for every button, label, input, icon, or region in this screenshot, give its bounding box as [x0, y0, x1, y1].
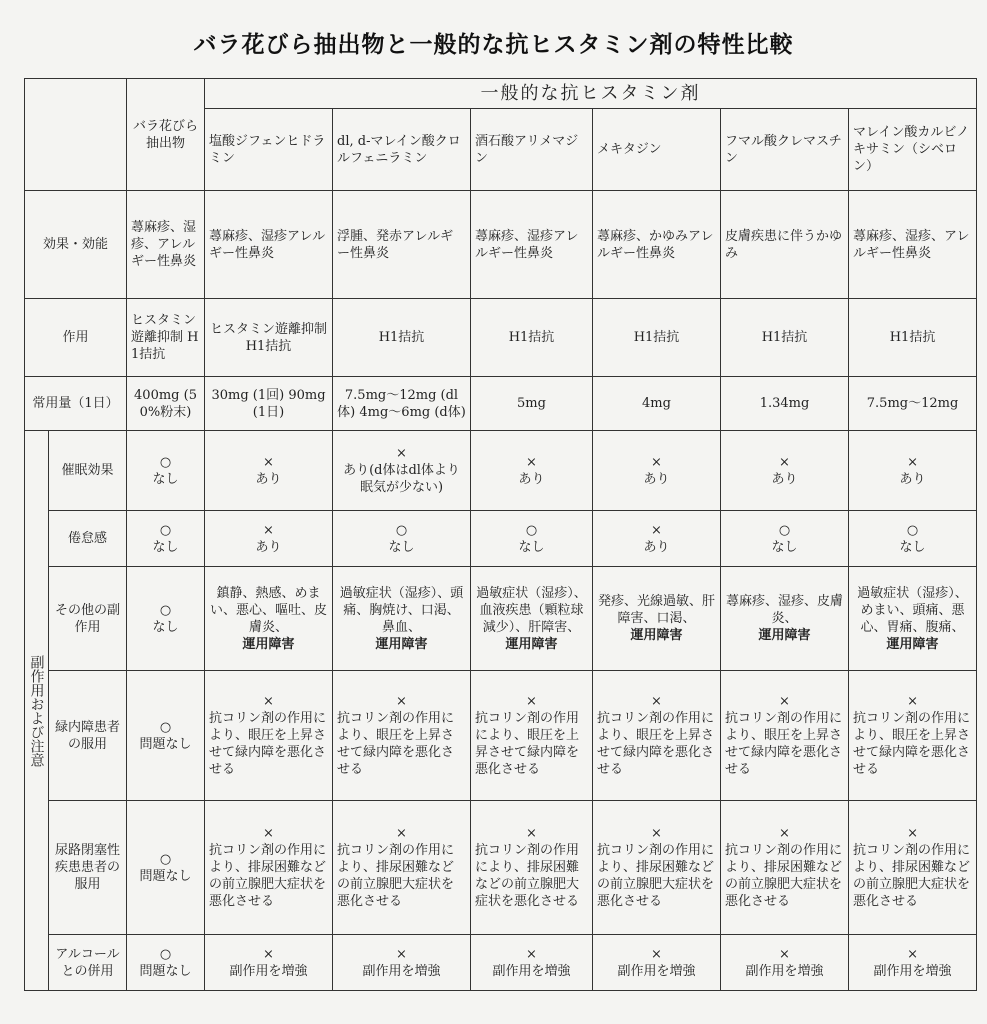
cell-urinary: [849, 801, 977, 935]
header-drug: メキタジン: [593, 109, 721, 191]
cross-mark: ×: [526, 694, 537, 709]
row-label-urinary: 尿路閉塞性疾患患者の服用: [49, 801, 127, 935]
cell-fatigue: [593, 511, 721, 567]
cell-fatigue: [333, 511, 471, 567]
cell-fatigue: [471, 511, 593, 567]
cell-dose: 30mg (1回) 90mg (1日): [205, 377, 333, 431]
cell-efficacy: 蕁麻疹、湿疹アレルギー性鼻炎: [471, 191, 593, 299]
row-label-other: その他の副作用: [49, 567, 127, 671]
cell-text: なし: [152, 539, 179, 555]
row-label-fatigue: 倦怠感: [49, 511, 127, 567]
cross-mark: ×: [526, 826, 537, 841]
cell-text: なし: [771, 539, 798, 555]
cell-fatigue: [849, 511, 977, 567]
result-mark: ×: [263, 522, 274, 538]
row-label-alcohol: アルコールとの併用: [49, 935, 127, 991]
cell-text: なし: [518, 539, 545, 555]
cell-rose-glaucoma: [127, 671, 205, 801]
cell-sleep: [593, 431, 721, 511]
cell-sleep: [333, 431, 471, 511]
header-group-label: 一般的な抗ヒスタミン剤: [205, 79, 977, 109]
cell-alcohol: [721, 935, 849, 991]
header-drug: マレイン酸カルビノキサミン（シベロン）: [849, 109, 977, 191]
cell-suffix: 運用障害: [630, 628, 683, 643]
cell-suffix: 運用障害: [375, 636, 428, 652]
comparison-table: [24, 78, 977, 991]
cell-action: H1拮抗: [849, 299, 977, 377]
cell-efficacy: 浮腫、発赤アレルギー性鼻炎: [333, 191, 471, 299]
cell-other: [721, 567, 849, 671]
cell-urinary: [471, 801, 593, 935]
cell-text: 問題なし: [139, 736, 192, 752]
cell-sleep: [471, 431, 593, 511]
cross-mark: ×: [907, 454, 918, 470]
cell-efficacy: 皮膚疾患に伴うかゆみ: [721, 191, 849, 299]
cell-urinary: [333, 801, 471, 935]
cross-mark: ×: [651, 826, 662, 841]
cell-dose: 5mg: [471, 377, 593, 431]
result-mark: ○: [778, 522, 791, 538]
cell-text: 副作用を増強: [617, 963, 696, 979]
header-drug: dl, d-マレイン酸クロルフェニラミン: [333, 109, 471, 191]
cell-text: 副作用を増強: [492, 963, 571, 979]
cell-action: ヒスタミン遊離抑制 H1拮抗: [205, 299, 333, 377]
cell-efficacy: 蕁麻疹、湿疹アレルギー性鼻炎: [205, 191, 333, 299]
cross-mark: ×: [396, 694, 407, 709]
cell-text: 抗コリン剤の作用により、眼圧を上昇させて緑内障を悪化させる: [209, 711, 327, 777]
cell-dose: 7.5mg～12mg: [849, 377, 977, 431]
cross-mark: ×: [651, 454, 662, 470]
circle-mark: ○: [159, 851, 172, 867]
cell-text: なし: [899, 539, 926, 555]
header-drug: 塩酸ジフェンヒドラミン: [205, 109, 333, 191]
header-drug: フマル酸クレマスチン: [721, 109, 849, 191]
cell-text: あり: [771, 471, 798, 487]
result-mark: ○: [395, 522, 408, 538]
cell-dose: 1.34mg: [721, 377, 849, 431]
cell-text: あり: [518, 471, 545, 487]
cell-text: 抗コリン剤の作用により、眼圧を上昇させて緑内障を悪化させる: [597, 711, 715, 777]
cell-glaucoma: [593, 671, 721, 801]
cell-other: [333, 567, 471, 671]
cell-action: H1拮抗: [593, 299, 721, 377]
cross-mark: ×: [526, 454, 537, 470]
result-mark: ○: [525, 522, 538, 538]
cell-text: 抗コリン剤の作用により、排尿困難などの前立腺肥大症状を悪化させる: [597, 843, 715, 909]
cell-urinary: [593, 801, 721, 935]
cell-alcohol: [205, 935, 333, 991]
cell-glaucoma: [205, 671, 333, 801]
row-label-dose: 常用量（1日）: [25, 377, 127, 431]
cell-glaucoma: [333, 671, 471, 801]
page-title: バラ花びら抽出物と一般的な抗ヒスタミン剤の特性比較: [193, 31, 794, 58]
circle-mark: ○: [159, 454, 172, 470]
cross-mark: ×: [779, 694, 790, 709]
side-label: 副作用および注意: [25, 431, 49, 991]
cell-rose-alcohol: [127, 935, 205, 991]
cell-text: なし: [388, 539, 415, 555]
cross-mark: ×: [651, 946, 662, 962]
cell-suffix: 運用障害: [505, 636, 558, 652]
cell-text: 問題なし: [139, 868, 192, 884]
cell-fatigue: [721, 511, 849, 567]
cell-text: なし: [152, 619, 179, 635]
cell-urinary: [721, 801, 849, 935]
cell-text: 副作用を増強: [229, 963, 308, 979]
cell-dose: 7.5mg～12mg (dl体) 4mg～6mg (d体): [333, 377, 471, 431]
cross-mark: ×: [907, 946, 918, 962]
circle-mark: ○: [159, 522, 172, 538]
cell-text: 蕁麻疹、湿疹、皮膚炎、: [725, 594, 843, 626]
result-mark: ×: [651, 522, 662, 538]
cell-action: H1拮抗: [333, 299, 471, 377]
cross-mark: ×: [263, 826, 274, 841]
cell-text: 抗コリン剤の作用により、眼圧を上昇させて緑内障を悪化させる: [337, 711, 455, 777]
circle-mark: ○: [159, 602, 172, 618]
cell-text: 抗コリン剤の作用により、排尿困難などの前立腺肥大症状を悪化させる: [853, 843, 971, 909]
cross-mark: ×: [907, 826, 918, 841]
cell-other: [849, 567, 977, 671]
cell-rose-urinary: [127, 801, 205, 935]
cross-mark: ×: [396, 446, 407, 461]
cross-mark: ×: [779, 454, 790, 470]
cell-text: 副作用を増強: [362, 963, 441, 979]
cell-suffix: 運用障害: [758, 628, 811, 643]
cell-dose: 4mg: [593, 377, 721, 431]
cell-other: [593, 567, 721, 671]
cell-rose-sleep: [127, 431, 205, 511]
cell-action: H1拮抗: [471, 299, 593, 377]
cell-text: 副作用を増強: [745, 963, 824, 979]
cell-text: 抗コリン剤の作用により、眼圧を上昇させて緑内障を悪化させる: [725, 711, 843, 777]
cell-other: [205, 567, 333, 671]
cell-alcohol: [471, 935, 593, 991]
cell-text: あり: [643, 471, 670, 487]
cell-text: なし: [152, 471, 179, 487]
cell-text: 抗コリン剤の作用により、排尿困難などの前立腺肥大症状を悪化させる: [209, 843, 327, 909]
cell-text: 抗コリン剤の作用により、排尿困難などの前立腺肥大症状を悪化させる: [725, 843, 843, 909]
cell-fatigue: [205, 511, 333, 567]
cell-text: あり: [255, 539, 282, 555]
result-mark: ○: [906, 522, 919, 538]
cell-text: 問題なし: [139, 963, 192, 979]
cell-text: あり: [643, 539, 670, 555]
row-label-efficacy: 効果・効能: [25, 191, 127, 299]
cross-mark: ×: [396, 826, 407, 841]
cross-mark: ×: [263, 454, 274, 470]
cell-alcohol: [593, 935, 721, 991]
header-drug: 酒石酸アリメマジン: [471, 109, 593, 191]
cell-text: 発疹、光線過敏、肝障害、口渇、: [597, 594, 715, 626]
row-label-sleep: 催眠効果: [49, 431, 127, 511]
cell-rose-dose: 400mg (50%粉末): [127, 377, 205, 431]
cell-alcohol: [333, 935, 471, 991]
cell-glaucoma: [721, 671, 849, 801]
cell-sleep: [849, 431, 977, 511]
cross-mark: ×: [396, 946, 407, 962]
row-label-glaucoma: 緑内障患者の服用: [49, 671, 127, 801]
cell-action: H1拮抗: [721, 299, 849, 377]
cell-efficacy: 蕁麻疹、かゆみアレルギー性鼻炎: [593, 191, 721, 299]
cell-rose-other: [127, 567, 205, 671]
cell-text: あり: [255, 471, 282, 487]
header-rose: バラ花びら抽出物: [127, 79, 205, 191]
cell-suffix: 運用障害: [242, 636, 295, 652]
cell-glaucoma: [471, 671, 593, 801]
cell-rose-efficacy: 蕁麻疹、湿疹、アレルギー性鼻炎: [127, 191, 205, 299]
cell-rose-action: ヒスタミン遊離抑制 H1拮抗: [127, 299, 205, 377]
cell-text: 抗コリン剤の作用により、排尿困難などの前立腺肥大症状を悪化させる: [337, 843, 455, 909]
cell-sleep: [205, 431, 333, 511]
cell-other: [471, 567, 593, 671]
cross-mark: ×: [263, 946, 274, 962]
cell-efficacy: 蕁麻疹、湿疹、アレルギー性鼻炎: [849, 191, 977, 299]
cell-text: 抗コリン剤の作用により、排尿困難などの前立腺肥大症状を悪化させる: [475, 843, 580, 909]
cell-text: 副作用を増強: [873, 963, 952, 979]
cross-mark: ×: [779, 946, 790, 962]
cell-text: 過敏症状（湿疹）、頭痛、胸焼け、口渇、鼻血、: [339, 585, 464, 635]
cell-text: あり(d体はdl体より眠気が少ない): [343, 463, 460, 495]
cell-alcohol: [849, 935, 977, 991]
circle-mark: ○: [159, 719, 172, 735]
circle-mark: ○: [159, 946, 172, 962]
cell-text: あり: [899, 471, 926, 487]
cross-mark: ×: [651, 694, 662, 709]
cross-mark: ×: [779, 826, 790, 841]
cross-mark: ×: [526, 946, 537, 962]
cell-glaucoma: [849, 671, 977, 801]
cell-sleep: [721, 431, 849, 511]
header-corner: [25, 79, 127, 191]
cell-text: 過敏症状（湿疹）、血液疾患（顆粒球減少）、肝障害、: [476, 585, 587, 635]
cross-mark: ×: [263, 694, 274, 709]
cell-text: 過敏症状（湿疹）、めまい、頭痛、悪心、胃痛、腹痛、: [857, 585, 968, 635]
row-label-action: 作用: [25, 299, 127, 377]
cell-suffix: 運用障害: [886, 636, 939, 652]
cell-text: 抗コリン剤の作用により、眼圧を上昇させて緑内障を悪化させる: [475, 711, 580, 777]
cell-rose-fatigue: [127, 511, 205, 567]
cell-text: 鎮静、熱感、めまい、悪心、嘔吐、皮膚炎、: [209, 585, 327, 635]
cell-text: 抗コリン剤の作用により、眼圧を上昇させて緑内障を悪化させる: [853, 711, 971, 777]
cell-urinary: [205, 801, 333, 935]
cross-mark: ×: [907, 694, 918, 709]
